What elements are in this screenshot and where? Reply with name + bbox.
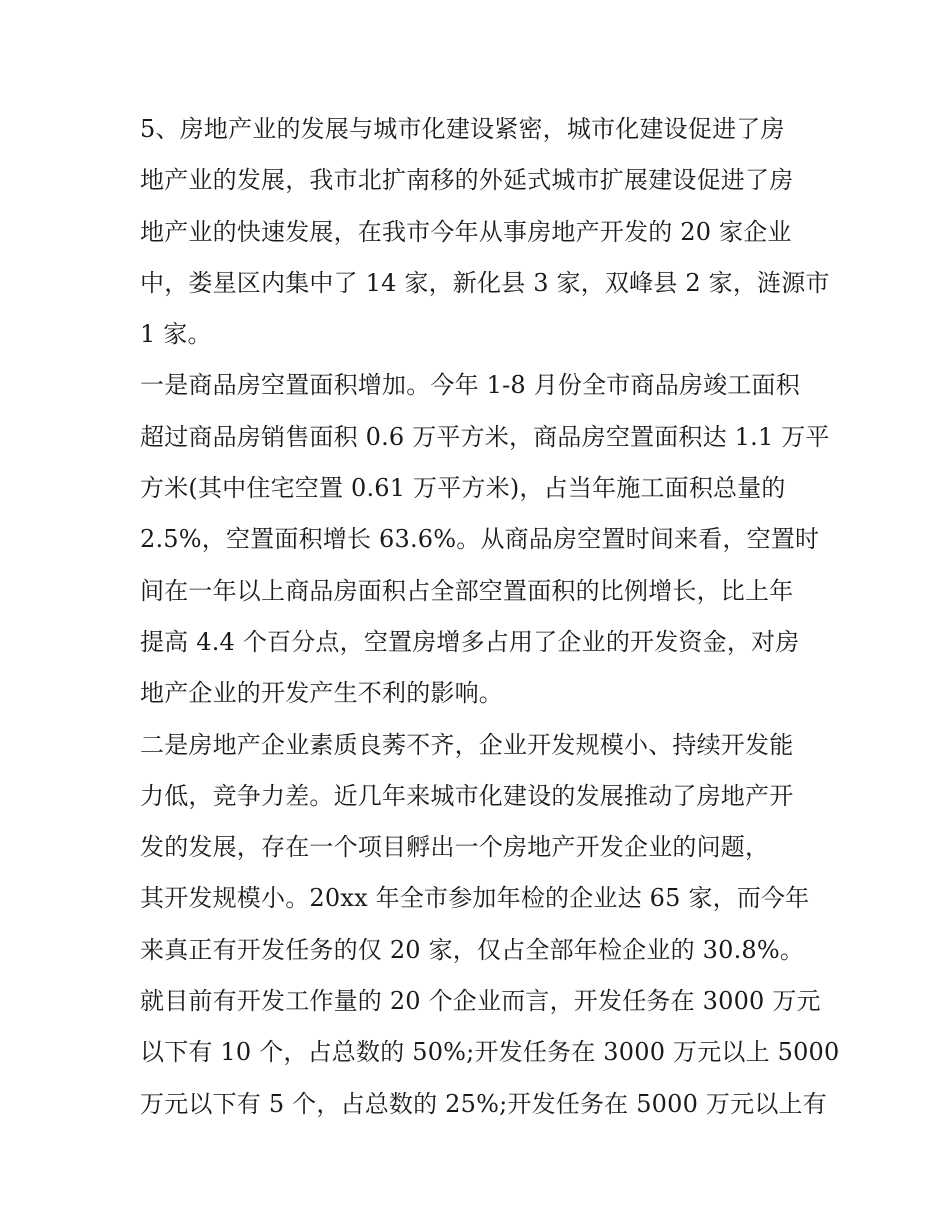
text-line: 万元以下有 5 个，占总数的 25%;开发任务在 5000 万元以上有 bbox=[140, 1089, 827, 1118]
text-line: 二是房地产企业素质良莠不齐，企业开发规模小、持续开发能 bbox=[140, 730, 794, 759]
text-line: 地产业的快速发展，在我市今年从事房地产开发的 20 家企业 bbox=[140, 217, 792, 246]
text-line: 1 家。 bbox=[140, 320, 212, 349]
text-line: 来真正有开发任务的仅 20 家，仅占全部年检企业的 30.8%。 bbox=[140, 935, 805, 964]
text-line: 一是商品房空置面积增加。今年 1-8 月份全市商品房竣工面积 bbox=[140, 371, 800, 400]
document-body bbox=[140, 104, 840, 1130]
text-line: 2.5%，空置面积增长 63.6%。从商品房空置时间来看，空置时 bbox=[140, 525, 820, 554]
text-line: 中，娄星区内集中了 14 家，新化县 3 家，双峰县 2 家，涟源市 bbox=[140, 268, 830, 297]
text-line: 提高 4.4 个百分点，空置房增多占用了企业的开发资金，对房 bbox=[140, 627, 800, 656]
text-line: 就目前有开发工作量的 20 个企业而言，开发任务在 3000 万元 bbox=[140, 987, 821, 1016]
text-line: 地产企业的开发产生不利的影响。 bbox=[140, 679, 503, 708]
text-line: 地产业的发展，我市北扩南移的外延式城市扩展建设促进了房 bbox=[140, 166, 794, 195]
text-line: 方米(其中住宅空置 0.61 万平方米)，占当年施工面积总量的 bbox=[140, 474, 786, 503]
text-line: 超过商品房销售面积 0.6 万平方米，商品房空置面积达 1.1 万平 bbox=[140, 422, 830, 451]
text-line: 发的发展，存在一个项目孵出一个房地产开发企业的问题， bbox=[140, 833, 770, 862]
text-line: 其开发规模小。20xx 年全市参加年检的企业达 65 家，而今年 bbox=[140, 884, 810, 913]
text-line: 以下有 10 个，占总数的 50%;开发任务在 3000 万元以上 5000 bbox=[140, 1038, 840, 1067]
text-line: 力低，竞争力差。近几年来城市化建设的发展推动了房地产开 bbox=[140, 781, 794, 810]
text-line: 5、房地产业的发展与城市化建设紧密，城市化建设促进了房 bbox=[140, 115, 785, 143]
text-line: 间在一年以上商品房面积占全部空置面积的比例增长，比上年 bbox=[140, 576, 794, 605]
